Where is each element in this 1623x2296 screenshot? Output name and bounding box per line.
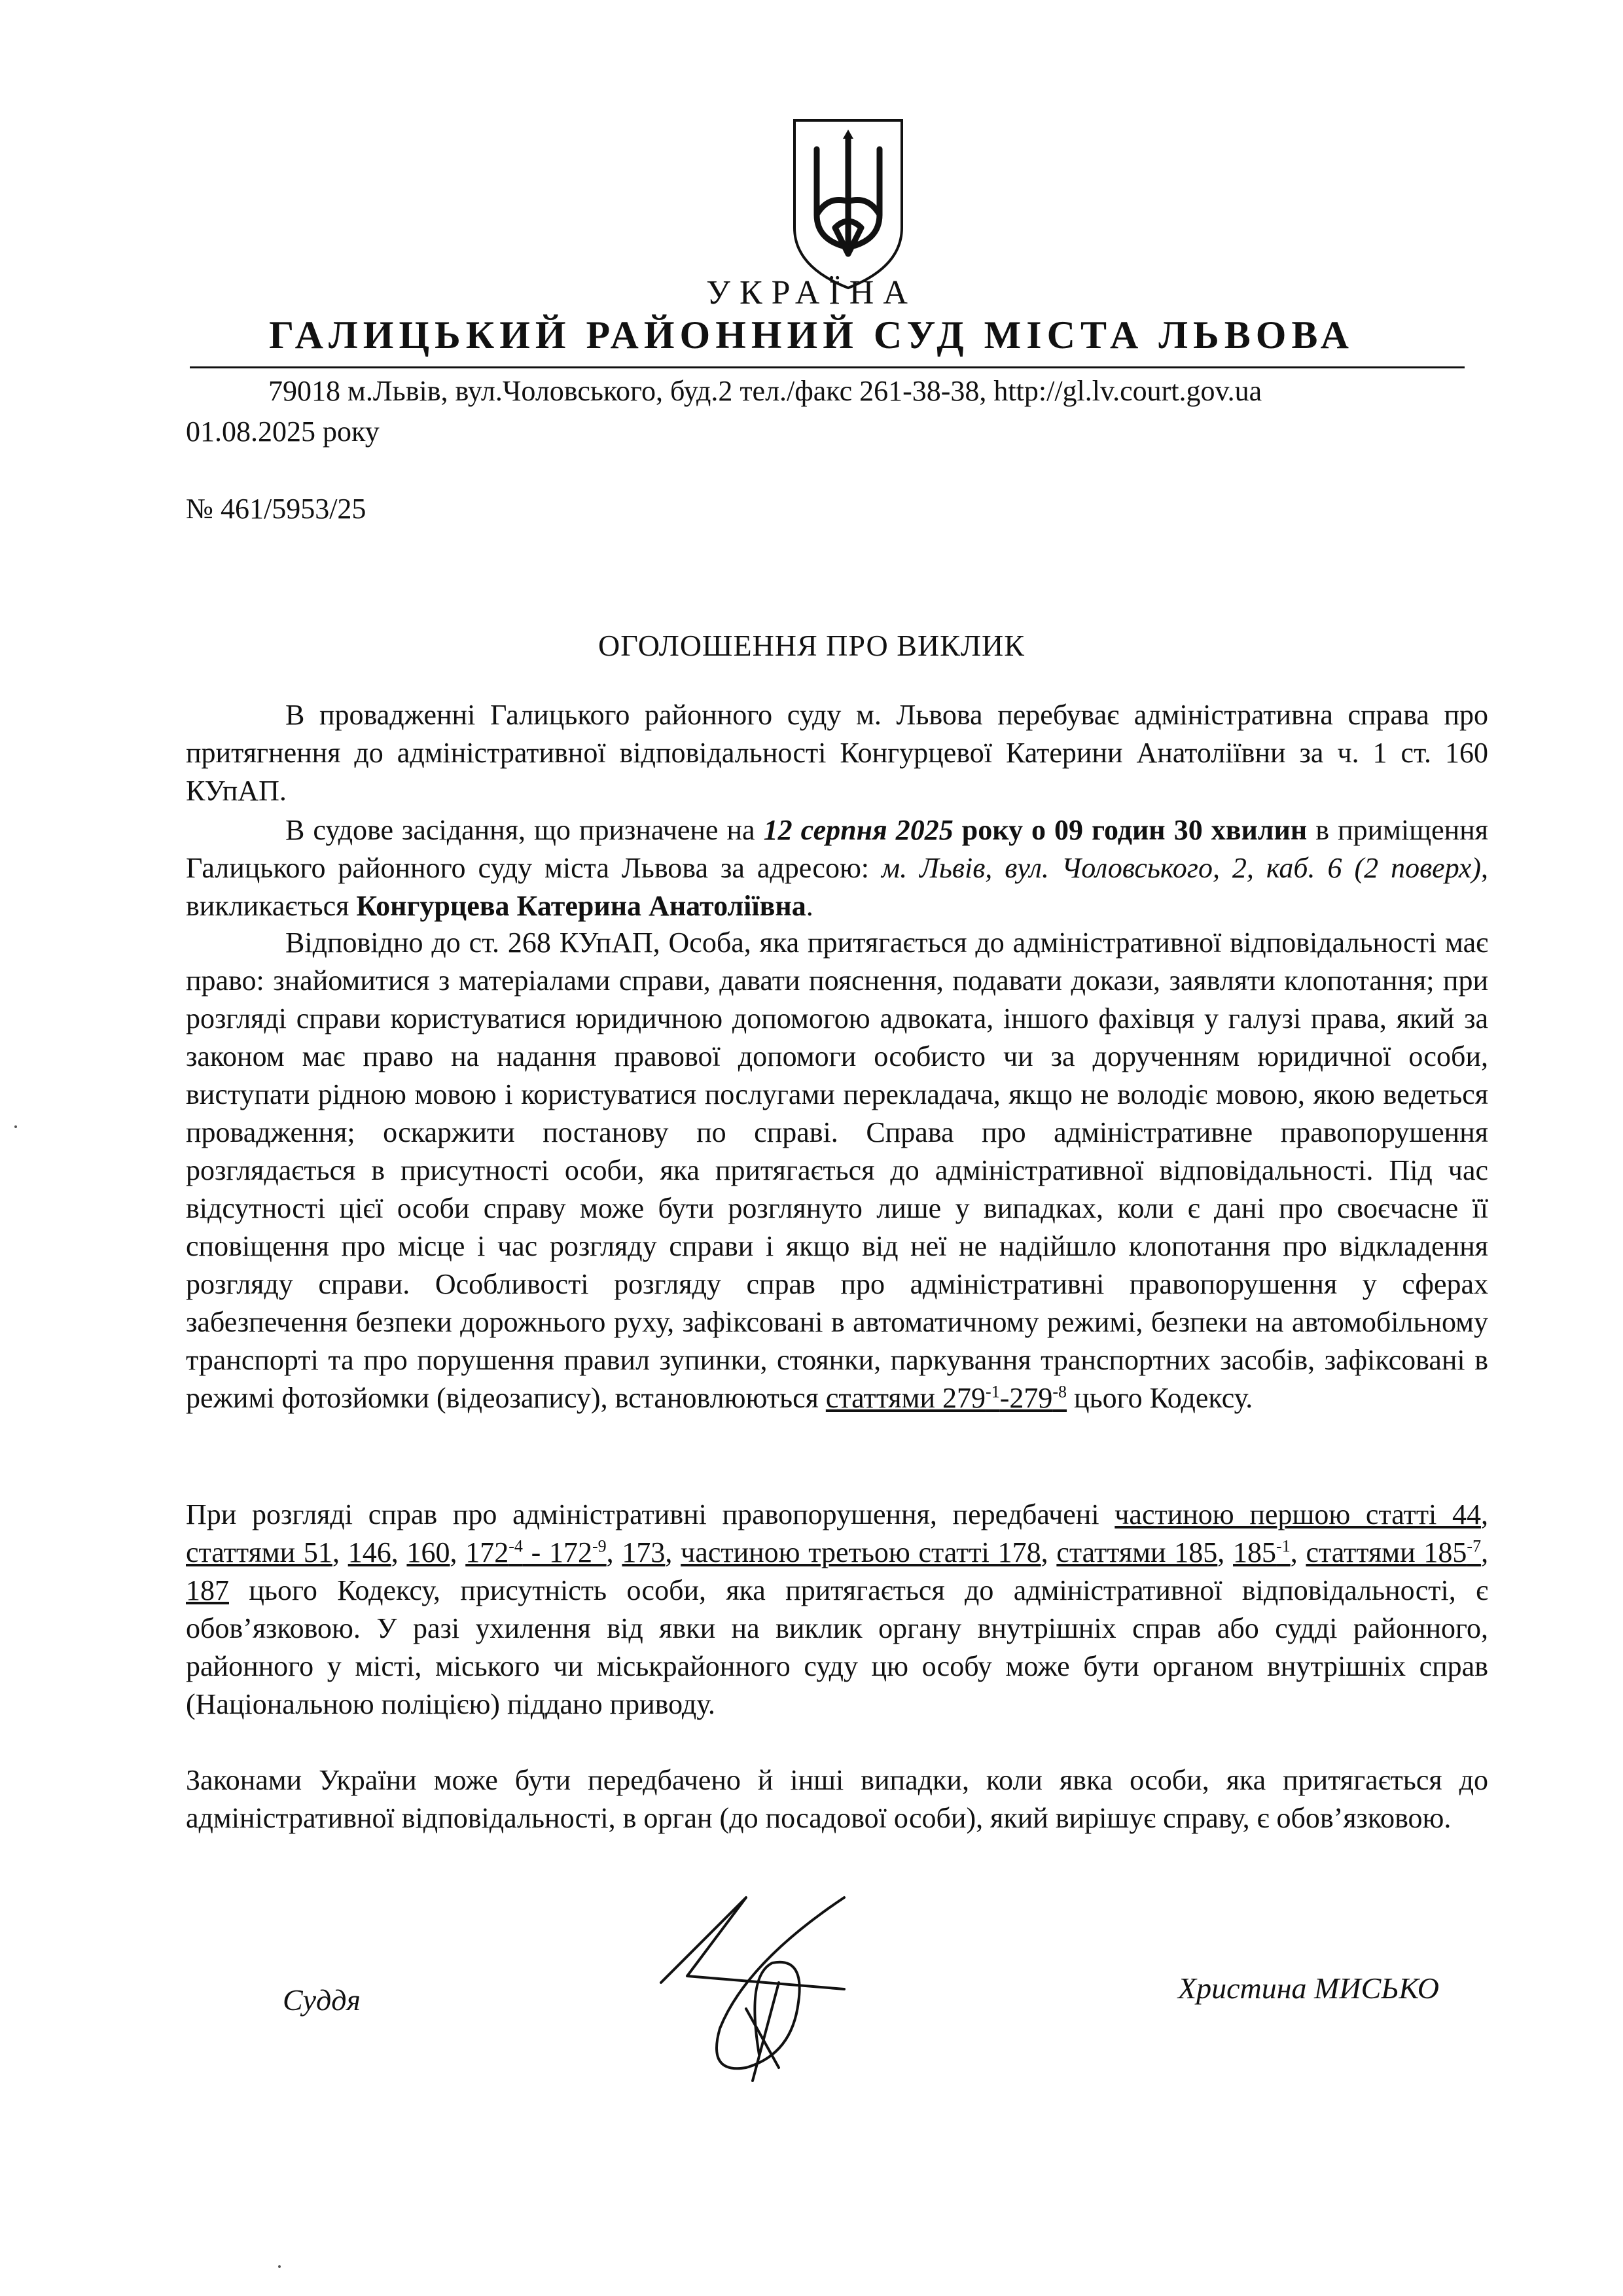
- hearing-text: .: [806, 890, 813, 922]
- document-title: ОГОЛОШЕННЯ ПРО ВИКЛИК: [598, 629, 1025, 662]
- hearing-date: 12 серпня 2025: [763, 814, 954, 846]
- mandatory-text: При розгляді справ про адміністративні правопорушення, передбачені: [186, 1498, 1115, 1530]
- article-link-text: статтями 279: [825, 1382, 986, 1414]
- article-link-text: 172: [549, 1536, 592, 1568]
- court-address: 79018 м.Львів, вул.Чоловського, буд.2 тел./факс 261-38-38, http://gl.lv.court.gov.ua: [268, 375, 1262, 407]
- superscript: -1: [986, 1382, 1000, 1402]
- court-name: ГАЛИЦЬКИЙ РАЙОННИЙ СУД МІСТА ЛЬВОВА: [269, 313, 1354, 357]
- scan-speck: [278, 2265, 281, 2268]
- paragraph-case: В провадженні Галицького районного суду м. Львова перебуває адміністративна справа про притягнення до адміністративної відповідальності Конгурцевої Катерини Анатоліївни за ч. 1 ст. 160 КУпАП.: [186, 699, 1488, 807]
- article-link[interactable]: статтями 51: [186, 1536, 332, 1568]
- paragraph-other-cases: Законами України може бути передбачено й інші випадки, коли явка особи, яка притягається до адміністративної відповідальності, в орган (до посадової особи), який вирішує справу, є обов’язковою.: [186, 1764, 1488, 1834]
- article-link[interactable]: [1306, 1536, 1481, 1568]
- hearing-text: в приміщення Галицького районного суду міста Львова за адресою:: [186, 814, 1488, 884]
- document-date: 01.08.2025 року: [186, 415, 380, 448]
- hearing-address: м. Львів, вул. Чоловського, 2, каб. 6 (2 поверх): [882, 852, 1481, 884]
- case-number: № 461/5953/25: [186, 493, 366, 525]
- article-link[interactable]: частиною першою статті 44: [1115, 1498, 1481, 1530]
- judge-name: Христина МИСЬКО: [1178, 1971, 1440, 2005]
- article-link[interactable]: $172^{-4} - 172^{-9}$: [465, 1536, 607, 1568]
- superscript: -1: [1276, 1536, 1291, 1556]
- article-link[interactable]: 173: [622, 1536, 666, 1568]
- article-link[interactable]: [1233, 1536, 1291, 1568]
- article-link[interactable]: 160: [406, 1536, 450, 1568]
- judge-role: Суддя: [283, 1983, 361, 2017]
- hearing-time: року о 09 годин 30 хвилин: [953, 814, 1308, 846]
- paragraph-mandatory: При розгляді справ про адміністративні правопорушення, передбачені частиною першою статті 44, статтями 51, 146, 160, $172^{-4} - 172^{-9}$, 173, частиною третьою статті 178, статтями 185, $185^{-1}$, статтями $185^{-7}$, 187 цього Кодексу, присутність особи, яка притягається до адміністративної відповідальності, є обов’язковою. У разі ухилення від явки на виклик органу внутрішніх справ або судді районного, районного у місті, міського чи міськрайонного суду цю особу може бути органом внутрішніх справ (Національною поліцією) піддано приводу.: [186, 1498, 1489, 1720]
- hearing-text: В судове засідання, що призначене на: [285, 814, 764, 846]
- superscript: -4: [508, 1536, 523, 1556]
- article-link[interactable]: [826, 1382, 1067, 1414]
- handwritten-signature: [648, 1884, 910, 2087]
- article-link[interactable]: статтями 185: [1056, 1536, 1218, 1568]
- rights-text: цього Кодексу.: [1067, 1382, 1253, 1414]
- article-link-text: 172: [465, 1536, 509, 1568]
- scan-speck: [14, 1125, 17, 1128]
- paragraph-rights: [186, 924, 1488, 1417]
- article-link[interactable]: частиною третьою статті 178: [681, 1536, 1041, 1568]
- article-link-text: 185: [1233, 1536, 1277, 1568]
- mandatory-text: цього Кодексу, присутність особи, яка притягається до адміністративної відповідальності, є обов’язковою. У разі ухилення від явки на виклик органу внутрішніх справ або судді районного, районного у місті, міського чи міськрайонного суду цю особу може бути органом внутрішніх справ (Національною поліцією) піддано приводу.: [186, 1574, 1488, 1720]
- article-link[interactable]: 187: [186, 1574, 229, 1606]
- hearing-text: , викликається: [186, 852, 1488, 922]
- superscript: -9: [592, 1536, 607, 1556]
- country-heading: УКРАЇНА: [706, 274, 917, 311]
- summoned-person: Конгурцева Катерина Анатоліївна: [356, 890, 806, 922]
- rights-text: Відповідно до ст. 268 КУпАП, Особа, яка притягається до адміністративної відповідальності має право: знайомитися з матеріалами справи, давати пояснення, подавати докази, заявляти клопотання; при розгляді справи користуватися юридичною допомогою адвоката, іншого фахівця у галузі права, який за законом має право на надання правової допомоги особисто чи за дорученням юридичної особи, виступати рідною мовою і користуватися послугами перекладача, якщо не володіє мовою, якою ведеться провадження; оскаржити постанову по справі. Справа про адміністративне правопорушення розглядається в присутності особи, яка притягається до адміністративної відповідальності. Під час відсутності цієї особи справу може бути розглянуто лише у випадках, коли є дані про своєчасне її сповіщення про місце і час розгляду справи і якщо від неї не надійшло клопотання про відкладення розгляду справи. Особливості розгляду справ про адміністративні правопорушення у сферах забезпечення безпеки дорожнього руху, зафіксовані в автоматичному режимі, безпеки на автомобільному транспорті та про порушення правил зупинки, стоянки, паркування транспортних засобів, зафіксовані в режимі фотозйомки (відеозапису), встановлюються: [186, 927, 1488, 1414]
- article-link-text: -279: [999, 1382, 1053, 1414]
- superscript: -8: [1052, 1382, 1067, 1402]
- article-link[interactable]: 146: [348, 1536, 391, 1568]
- paragraph-hearing: [186, 811, 1488, 925]
- superscript: -7: [1467, 1536, 1482, 1556]
- article-link-text: статтями 185: [1306, 1536, 1467, 1568]
- header-divider: [190, 366, 1465, 368]
- coat-of-arms-icon: [789, 116, 907, 293]
